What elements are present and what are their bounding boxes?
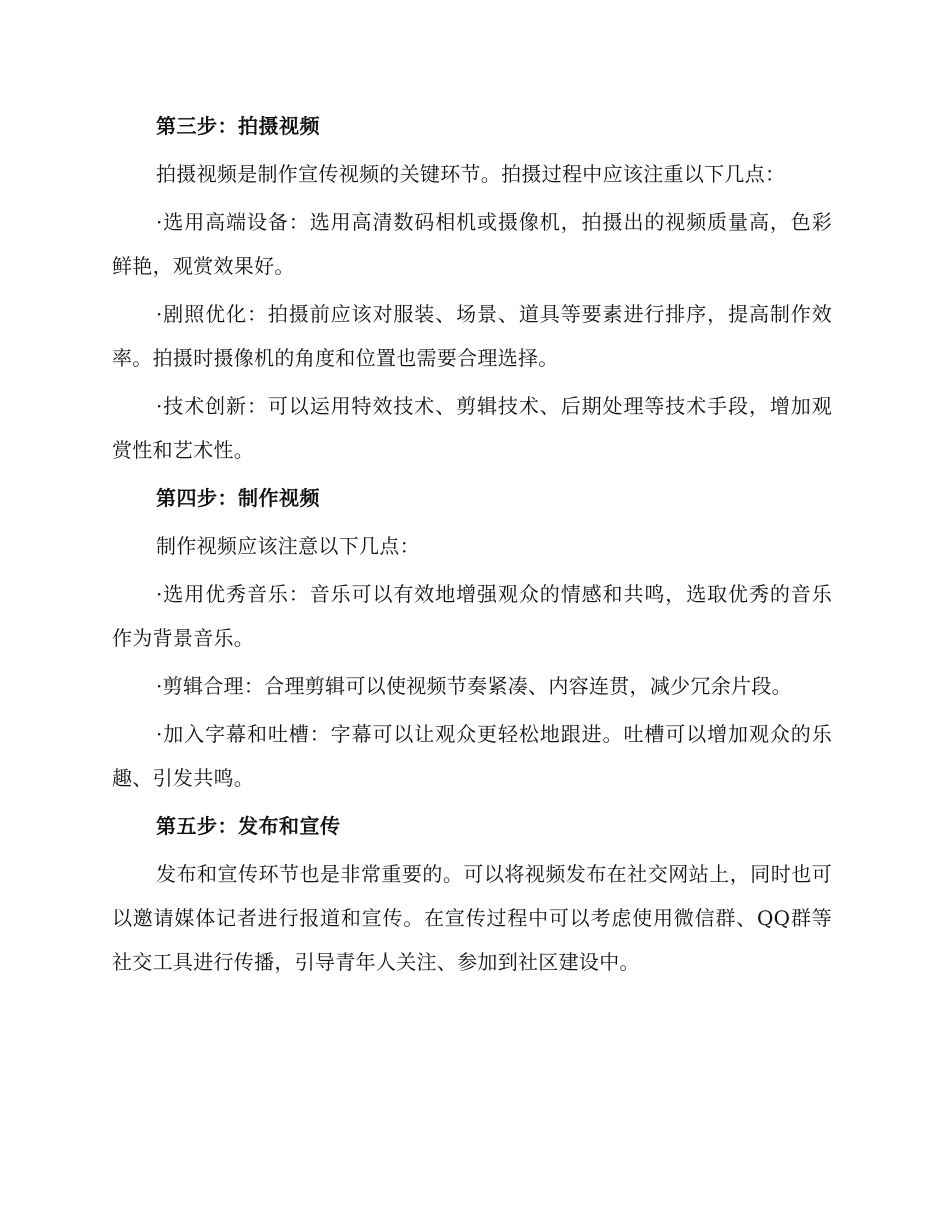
bullet-item: ·加入字幕和吐槽：字幕可以让观众更轻松地跟进。吐槽可以增加观众的乐趣、引发共鸣。	[112, 722, 832, 790]
paragraph: 制作视频应该注意以下几点：	[156, 534, 420, 558]
section-heading: 第四步：制作视频	[156, 486, 320, 510]
section-heading: 第五步：发布和宣传	[156, 814, 341, 838]
bullet-item: ·剪辑合理：合理剪辑可以使视频节奏紧凑、内容连贯，减少冗余片段。	[156, 674, 792, 698]
bullet-item: ·选用高端设备：选用高清数码相机或摄像机，拍摄出的视频质量高，色彩鲜艳，观赏效果好。	[112, 210, 832, 278]
document-content	[112, 104, 832, 988]
section-heading: 第三步：拍摄视频	[156, 114, 320, 138]
bullet-item: ·选用优秀音乐：音乐可以有效地增强观众的情感和共鸣，选取优秀的音乐作为背景音乐。	[112, 582, 832, 650]
paragraph: 发布和宣传环节也是非常重要的。可以将视频发布在社交网站上，同时也可以邀请媒体记者进行报道和宣传。在宣传过程中可以考虑使用微信群、QQ群等社交工具进行传播，引导青年人关注、参加到社区建设中。	[112, 862, 832, 974]
bullet-item: ·技术创新：可以运用特效技术、剪辑技术、后期处理等技术手段，增加观赏性和艺术性。	[112, 394, 832, 462]
paragraph: 拍摄视频是制作宣传视频的关键环节。拍摄过程中应该注重以下几点：	[156, 162, 786, 186]
bullet-item: ·剧照优化：拍摄前应该对服装、场景、道具等要素进行排序，提高制作效率。拍摄时摄像机的角度和位置也需要合理选择。	[112, 302, 832, 370]
